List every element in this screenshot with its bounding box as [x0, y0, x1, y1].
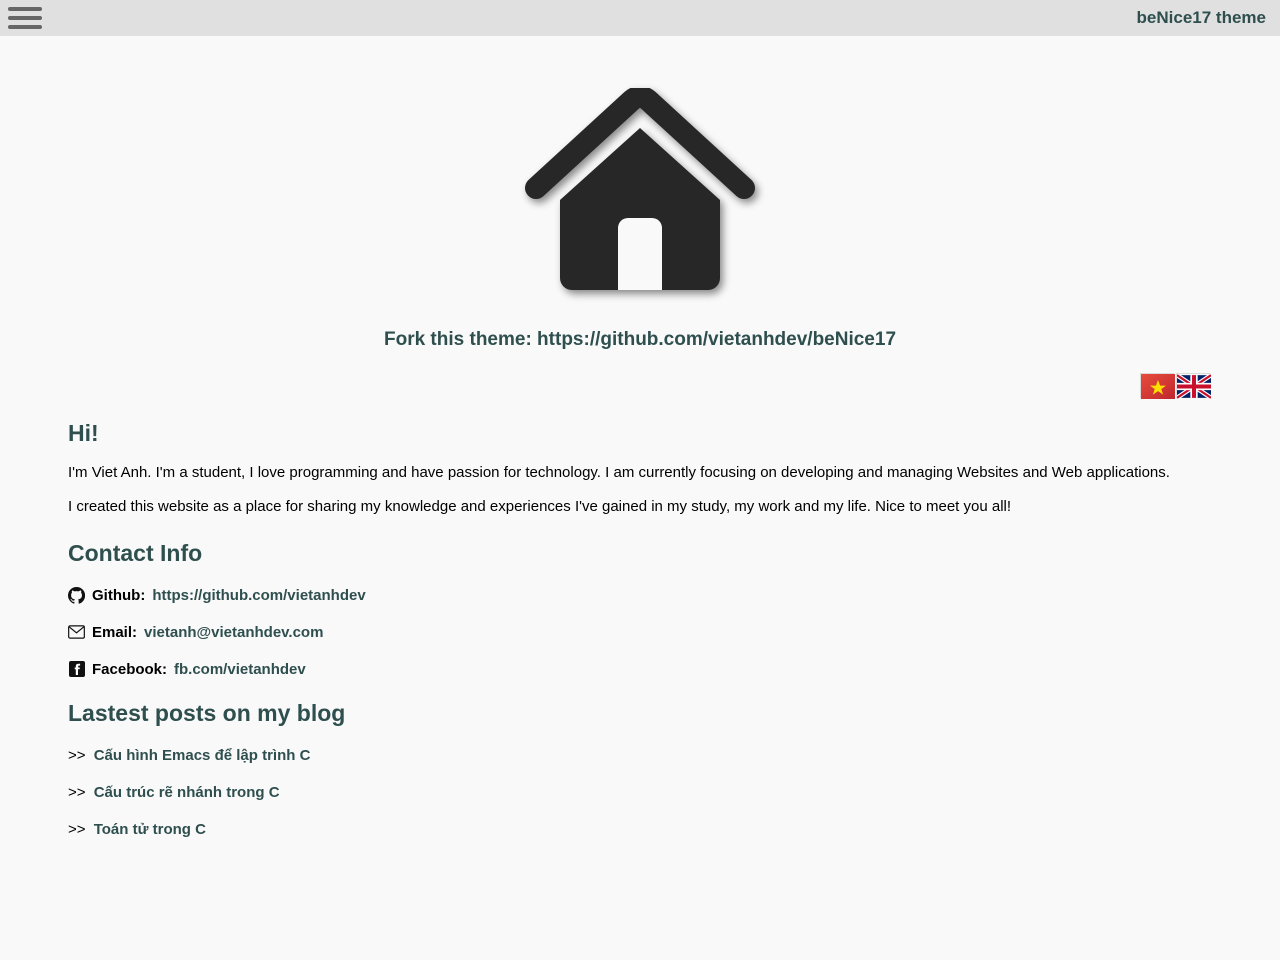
theme-title: beNice17 theme: [1136, 8, 1266, 27]
post-link-1[interactable]: Cấu hình Emacs để lập trình C: [93, 746, 311, 764]
intro-paragraph-2: I created this website as a place for sharing my knowledge and experiences I've gained in my study, my work and my life. Nice to meet you all!: [68, 498, 1012, 516]
post-link-2[interactable]: Cấu trúc rẽ nhánh trong C: [93, 783, 280, 801]
contact-label-github: Github:: [92, 586, 146, 604]
fork-theme-text: Fork this theme: https://github.com/vietanhdev/beNice17: [383, 329, 897, 350]
post-row: [68, 747, 1212, 764]
contact-row-github: [68, 587, 1212, 604]
contact-value-facebook[interactable]: fb.com/vietanhdev: [174, 660, 306, 678]
hamburger-menu-icon[interactable]: [8, 5, 42, 31]
main-content: [0, 420, 1280, 838]
contact-label-facebook: Facebook:: [92, 660, 168, 678]
page-body: [0, 36, 1280, 838]
contact-value-email[interactable]: vietanh@vietanhdev.com: [144, 623, 324, 641]
contact-label-email: Email:: [92, 623, 138, 641]
posts-heading: Lastest posts on my blog: [68, 699, 346, 726]
intro-paragraph-1: I'm Viet Anh. I'm a student, I love programming and have passion for technology. I am currently focusing on developing and managing Websites and Web applications.: [68, 464, 1170, 481]
facebook-icon: [68, 661, 85, 678]
post-prefix: >>: [68, 820, 86, 838]
post-prefix: >>: [68, 746, 86, 764]
hamburger-bar-3: [8, 25, 42, 29]
home-icon: [520, 88, 760, 303]
language-switcher: [0, 373, 1280, 398]
flag-vietnam[interactable]: [1140, 373, 1174, 398]
hero-section: [0, 88, 1280, 351]
post-row: [68, 821, 1212, 838]
post-prefix: >>: [68, 783, 86, 801]
post-link-3[interactable]: Toán tử trong C: [93, 820, 206, 838]
contact-row-email: [68, 624, 1212, 641]
contact-heading: Contact Info: [68, 539, 203, 566]
contact-row-facebook: [68, 661, 1212, 678]
hamburger-bar-1: [8, 7, 42, 11]
post-row: [68, 784, 1212, 801]
email-icon: [68, 624, 85, 641]
top-bar: [0, 0, 1280, 36]
flag-uk[interactable]: [1176, 373, 1210, 398]
hamburger-bar-2: [8, 16, 42, 20]
contact-value-github[interactable]: https://github.com/vietanhdev: [152, 586, 366, 604]
intro-heading: Hi!: [68, 420, 99, 446]
github-icon: [68, 587, 85, 604]
